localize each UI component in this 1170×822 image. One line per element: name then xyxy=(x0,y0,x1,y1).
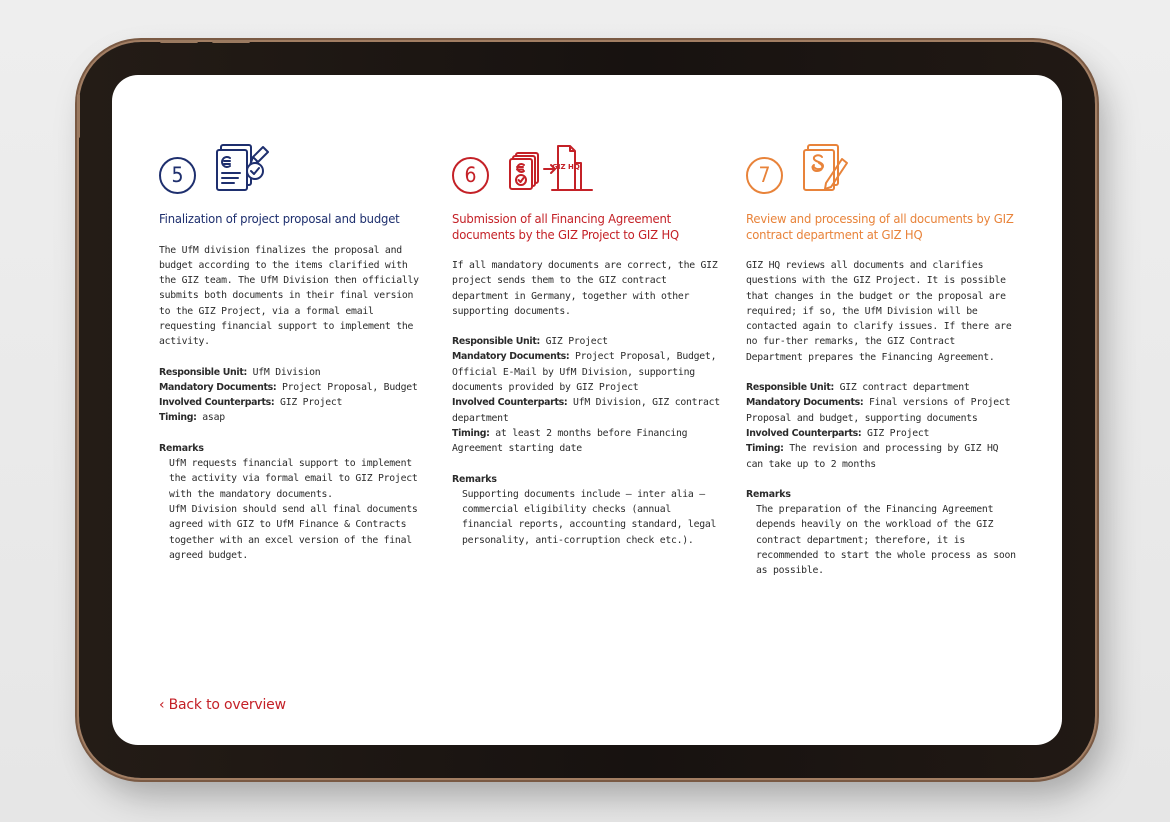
remarks-heading: Remarks xyxy=(452,473,497,485)
mandatory-documents-row: Mandatory Documents: Final versions of Project Proposal and budget, supporting documents xyxy=(746,397,1011,424)
tablet-top-button xyxy=(212,40,250,43)
euro-document-pen-icon xyxy=(215,143,271,195)
responsible-unit-row: Responsible Unit: GIZ contract department xyxy=(746,382,970,394)
step-description: The UfM division finalizes the proposal and budget according to the items clarified with the GIZ team. The UfM Division then officially submits both documents in their final version to the GIZ Project, via a formal email requesting financial support to implement the activity. xyxy=(159,244,419,348)
remarks-heading: Remarks xyxy=(159,442,204,454)
step-7-column xyxy=(746,141,1016,579)
step-5-column xyxy=(159,141,429,563)
step-meta xyxy=(746,380,1016,472)
step-number-badge: 6 xyxy=(452,157,489,194)
remark-item: Supporting documents include – inter alia – commercial eligibility checks (annual financial reports, accounting standard, legal personality, anti-corruption check etc.). xyxy=(462,488,717,546)
involved-counterparts-row: Involved Counterparts: GIZ Project xyxy=(159,397,343,409)
step-7-header xyxy=(746,141,1016,201)
step-description: GIZ HQ reviews all documents and clarifies questions with the GIZ Project. It is possible that changes in the budget or the proposal are required; if so, the UfM Division will be contacted again to clarify issues. If there are no fur-ther remarks, the GIZ Contract Department prepares the Financing Agreement. xyxy=(746,260,1012,363)
responsible-unit-row: Responsible Unit: GIZ Project xyxy=(452,336,608,348)
involved-counterparts-row: Involved Counterparts: UfM Division, GIZ contract department xyxy=(452,397,720,424)
mandatory-documents-row: Mandatory Documents: Project Proposal, Budget, Official E-Mail by UfM Division, supporting documents provided by GIZ Project xyxy=(452,351,717,394)
step-meta xyxy=(159,365,429,426)
timing-row: Timing: The revision and processing by GIZ HQ can take up to 2 months xyxy=(746,443,999,470)
step-description: If all mandatory documents are correct, the GIZ project sends them to the GIZ contract department in Germany, together with other supporting documents. xyxy=(452,260,718,317)
step-number-badge: 5 xyxy=(159,157,196,194)
mandatory-documents-row: Mandatory Documents: Project Proposal, Budget xyxy=(159,381,418,393)
step-meta xyxy=(452,334,724,456)
step-5-header xyxy=(159,141,429,201)
back-to-overview-link[interactable]: ‹ Back to overview xyxy=(159,697,286,713)
step-number-badge: 7 xyxy=(746,157,783,194)
remark-item: The preparation of the Financing Agreement depends heavily on the workload of the GIZ contract department; therefore, it is recommended to start the whole process as soon as possible. xyxy=(756,504,1016,577)
step-6-column xyxy=(452,141,724,548)
remarks-heading: Remarks xyxy=(746,488,791,500)
remark-item: UfM requests financial support to implement the activity via formal email to GIZ Project with the mandatory documents. xyxy=(169,458,418,500)
tablet-screen xyxy=(112,75,1062,745)
remark-item: UfM Division should send all final documents agreed with GIZ to UfM Finance & Contracts together with an excel version of the final agreed budget. xyxy=(169,503,418,561)
step-title: Submission of all Financing Agreement documents by the GIZ Project to GIZ HQ xyxy=(452,211,679,242)
tablet-side-button xyxy=(77,94,80,138)
step-title: Finalization of project proposal and budget xyxy=(159,211,400,226)
giz-hq-label: GIZ HQ xyxy=(552,163,580,171)
responsible-unit-row: Responsible Unit: UfM Division xyxy=(159,366,321,378)
paragraph-document-pen-icon xyxy=(802,143,852,195)
timing-row: Timing: asap xyxy=(159,412,225,424)
timing-row: Timing: at least 2 months before Financing Agreement starting date xyxy=(452,427,688,455)
step-title: Review and processing of all documents by GIZ contract department at GIZ HQ xyxy=(746,211,1014,242)
step-6-header xyxy=(452,141,724,201)
involved-counterparts-row: Involved Counterparts: GIZ Project xyxy=(746,427,930,439)
documents-to-giz-hq-icon xyxy=(508,143,598,197)
tablet-top-button xyxy=(160,40,198,43)
